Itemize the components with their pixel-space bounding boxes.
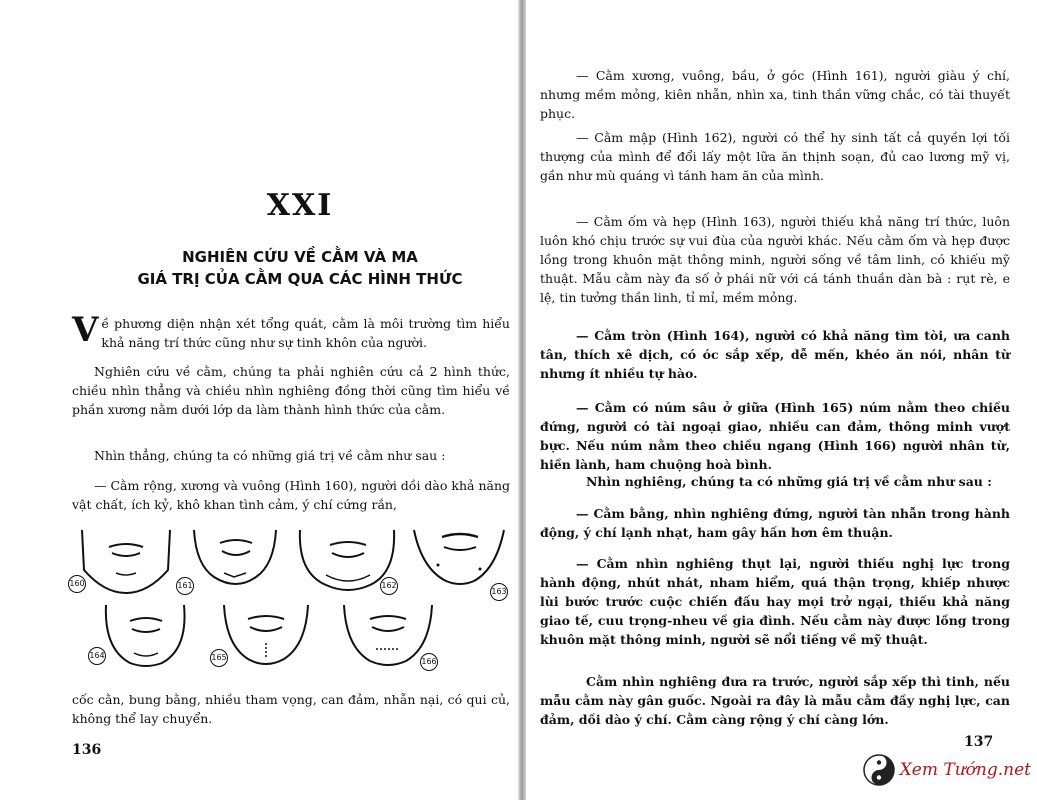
figure-161	[177, 525, 286, 595]
figure-label-162: 162	[380, 577, 398, 595]
figure-166	[336, 603, 438, 673]
figure-label-166: 166	[420, 653, 438, 671]
paragraph-side-receding: — Cằm nhìn nghiêng thụt lại, người thiếu nghị lực trong hành động, nhút nhát, nham hiểm, quá thận trọng, khiếp nhược lùi bước trước cuộc chiến đấu hay mọi trở ngại, thiếu khả năng giao tế, cuu trọng-nheu về gia đình. Nếu cằm này được lồng trong khuôn mặt thông minh, người sẽ nổi tiếng về mỹ thuật.	[540, 556, 1010, 647]
chin-dimple-vertical-drawing	[214, 603, 316, 673]
figure-label-164: 164	[88, 647, 106, 665]
paragraph-3: Nhìn thẳng, chúng ta có những giá trị về cằm như sau :	[94, 448, 446, 463]
chapter-title-line2: GIÁ TRỊ CỦA CẰM QUA CÁC HÌNH THỨC	[137, 270, 463, 288]
paragraph-163: — Cằm ốm và hẹp (Hình 163), người thiếu khả năng trí thức, luôn luôn khó chịu trước sự vui đùa của người khác. Nếu cằm ốm và hẹp được lồng trong khuôn mặt thông minh, người sống về tâm linh, có khiếu mỹ thuật. Mẫu cằm này đa số ở phái nữ với cá tánh thuần dàn bà : rụt rè, e lệ, tin tưởng thần linh, tỉ mỉ, mềm mỏng.	[540, 214, 1010, 305]
yin-yang-icon	[862, 753, 896, 787]
right-page	[524, 0, 1037, 800]
paragraph-intro-text: ề phương diện nhận xét tổng quát, cằm là môi trường tìm hiểu khả năng trí thức cũng như sự tinh khôn của người.	[101, 316, 510, 350]
page-number-left: 136	[72, 742, 102, 758]
watermark-text: Xem Tướng.net	[899, 760, 1031, 780]
figure-164	[89, 603, 196, 673]
chin-square-drawing	[74, 525, 176, 595]
figure-162	[296, 525, 398, 595]
chin-bony-drawing	[184, 525, 286, 595]
figure-165	[211, 603, 316, 673]
site-watermark	[862, 750, 1031, 790]
figure-label-163: 163	[490, 583, 508, 601]
paragraph-5: cốc cằn, bung bằng, nhiều tham vọng, can đảm, nhẫn nại, có qui củ, không thể lay chuyển.	[72, 692, 510, 726]
paragraph-4: — Cằm rộng, xương và vuông (Hình 160), người dồi dào khả năng vật chất, ích kỷ, khô khan tình cảm, ý chí cứng rắn,	[72, 478, 510, 512]
chapter-title-line1: NGHIÊN CỨU VỀ CẰM VÀ MA	[182, 248, 418, 266]
paragraph-side-flat: — Cằm bằng, nhìn nghiêng đứng, người tàn nhẫn trong hành động, ý chí lạnh nhạt, ham gây hấn hơn êm thuận.	[540, 506, 1010, 540]
figure-label-160: 160	[68, 575, 86, 593]
chapter-number: XXI	[266, 188, 334, 223]
paragraph-164: — Cằm tròn (Hình 164), người có khả năng tìm tòi, ưa canh tân, thích xê dịch, có óc sắp xếp, dễ mến, khéo ăn nói, nhân từ nhưng ít nhiều tự hào.	[540, 328, 1010, 381]
dropcap: V	[72, 310, 99, 350]
chin-round-drawing	[94, 603, 196, 673]
page-number-right: 137	[964, 734, 994, 750]
figure-163	[408, 525, 510, 595]
figure-label-161: 161	[176, 577, 194, 595]
figure-160	[69, 525, 176, 595]
chapter-title	[0, 246, 600, 290]
paragraph-161: — Cằm xương, vuông, bầu, ở góc (Hình 161), người giàu ý chí, nhưng mềm mỏng, kiên nhẫn, nhìn xa, tinh thần vững chắc, có tài thuyết phục.	[540, 68, 1010, 121]
paragraph-165-166: — Cằm có núm sâu ở giữa (Hình 165) núm nằm theo chiều đứng, người có tài ngoại giao, nhiều can đảm, thông minh vượt bực. Nếu núm nằm theo chiều ngang (Hình 166) người nhân từ, hiền lành, ham chuộng hoà bình.	[540, 400, 1010, 472]
paragraph-162: — Cằm mập (Hình 162), người có thể hy sinh tất cả quyền lợi tối thượng của mình để đổi lấy một lữa ăn thịnh soạn, đủ cao lương mỹ vị, gần như mù quáng vì tánh ham ăn của mình.	[540, 130, 1010, 183]
paragraph-side-intro: Nhìn nghiêng, chúng ta có những giá trị về cằm như sau :	[586, 474, 992, 489]
paragraph-side-forward: Cằm nhìn nghiêng đưa ra trước, người sắp xếp thì tinh, nếu mẫu cằm này gân guốc. Ngoài ra đây là mẫu cằm đầy nghị lực, can đảm, dồi dào ý chí. Cằm càng rộng ý chí càng lớn.	[540, 674, 1010, 727]
paragraph-2: Nghiên cứu về cằm, chúng ta phải nghiên cứu cả 2 hình thức, chiều nhìn thẳng và chiều nhìn nghiêng đồng thời cũng tìm hiểu về phần xương nằm dưới lớp da làm thành hình thức của cằm.	[72, 364, 510, 417]
figure-label-165: 165	[210, 649, 228, 667]
paragraph-intro	[72, 310, 510, 352]
chin-illustrations	[69, 525, 510, 675]
